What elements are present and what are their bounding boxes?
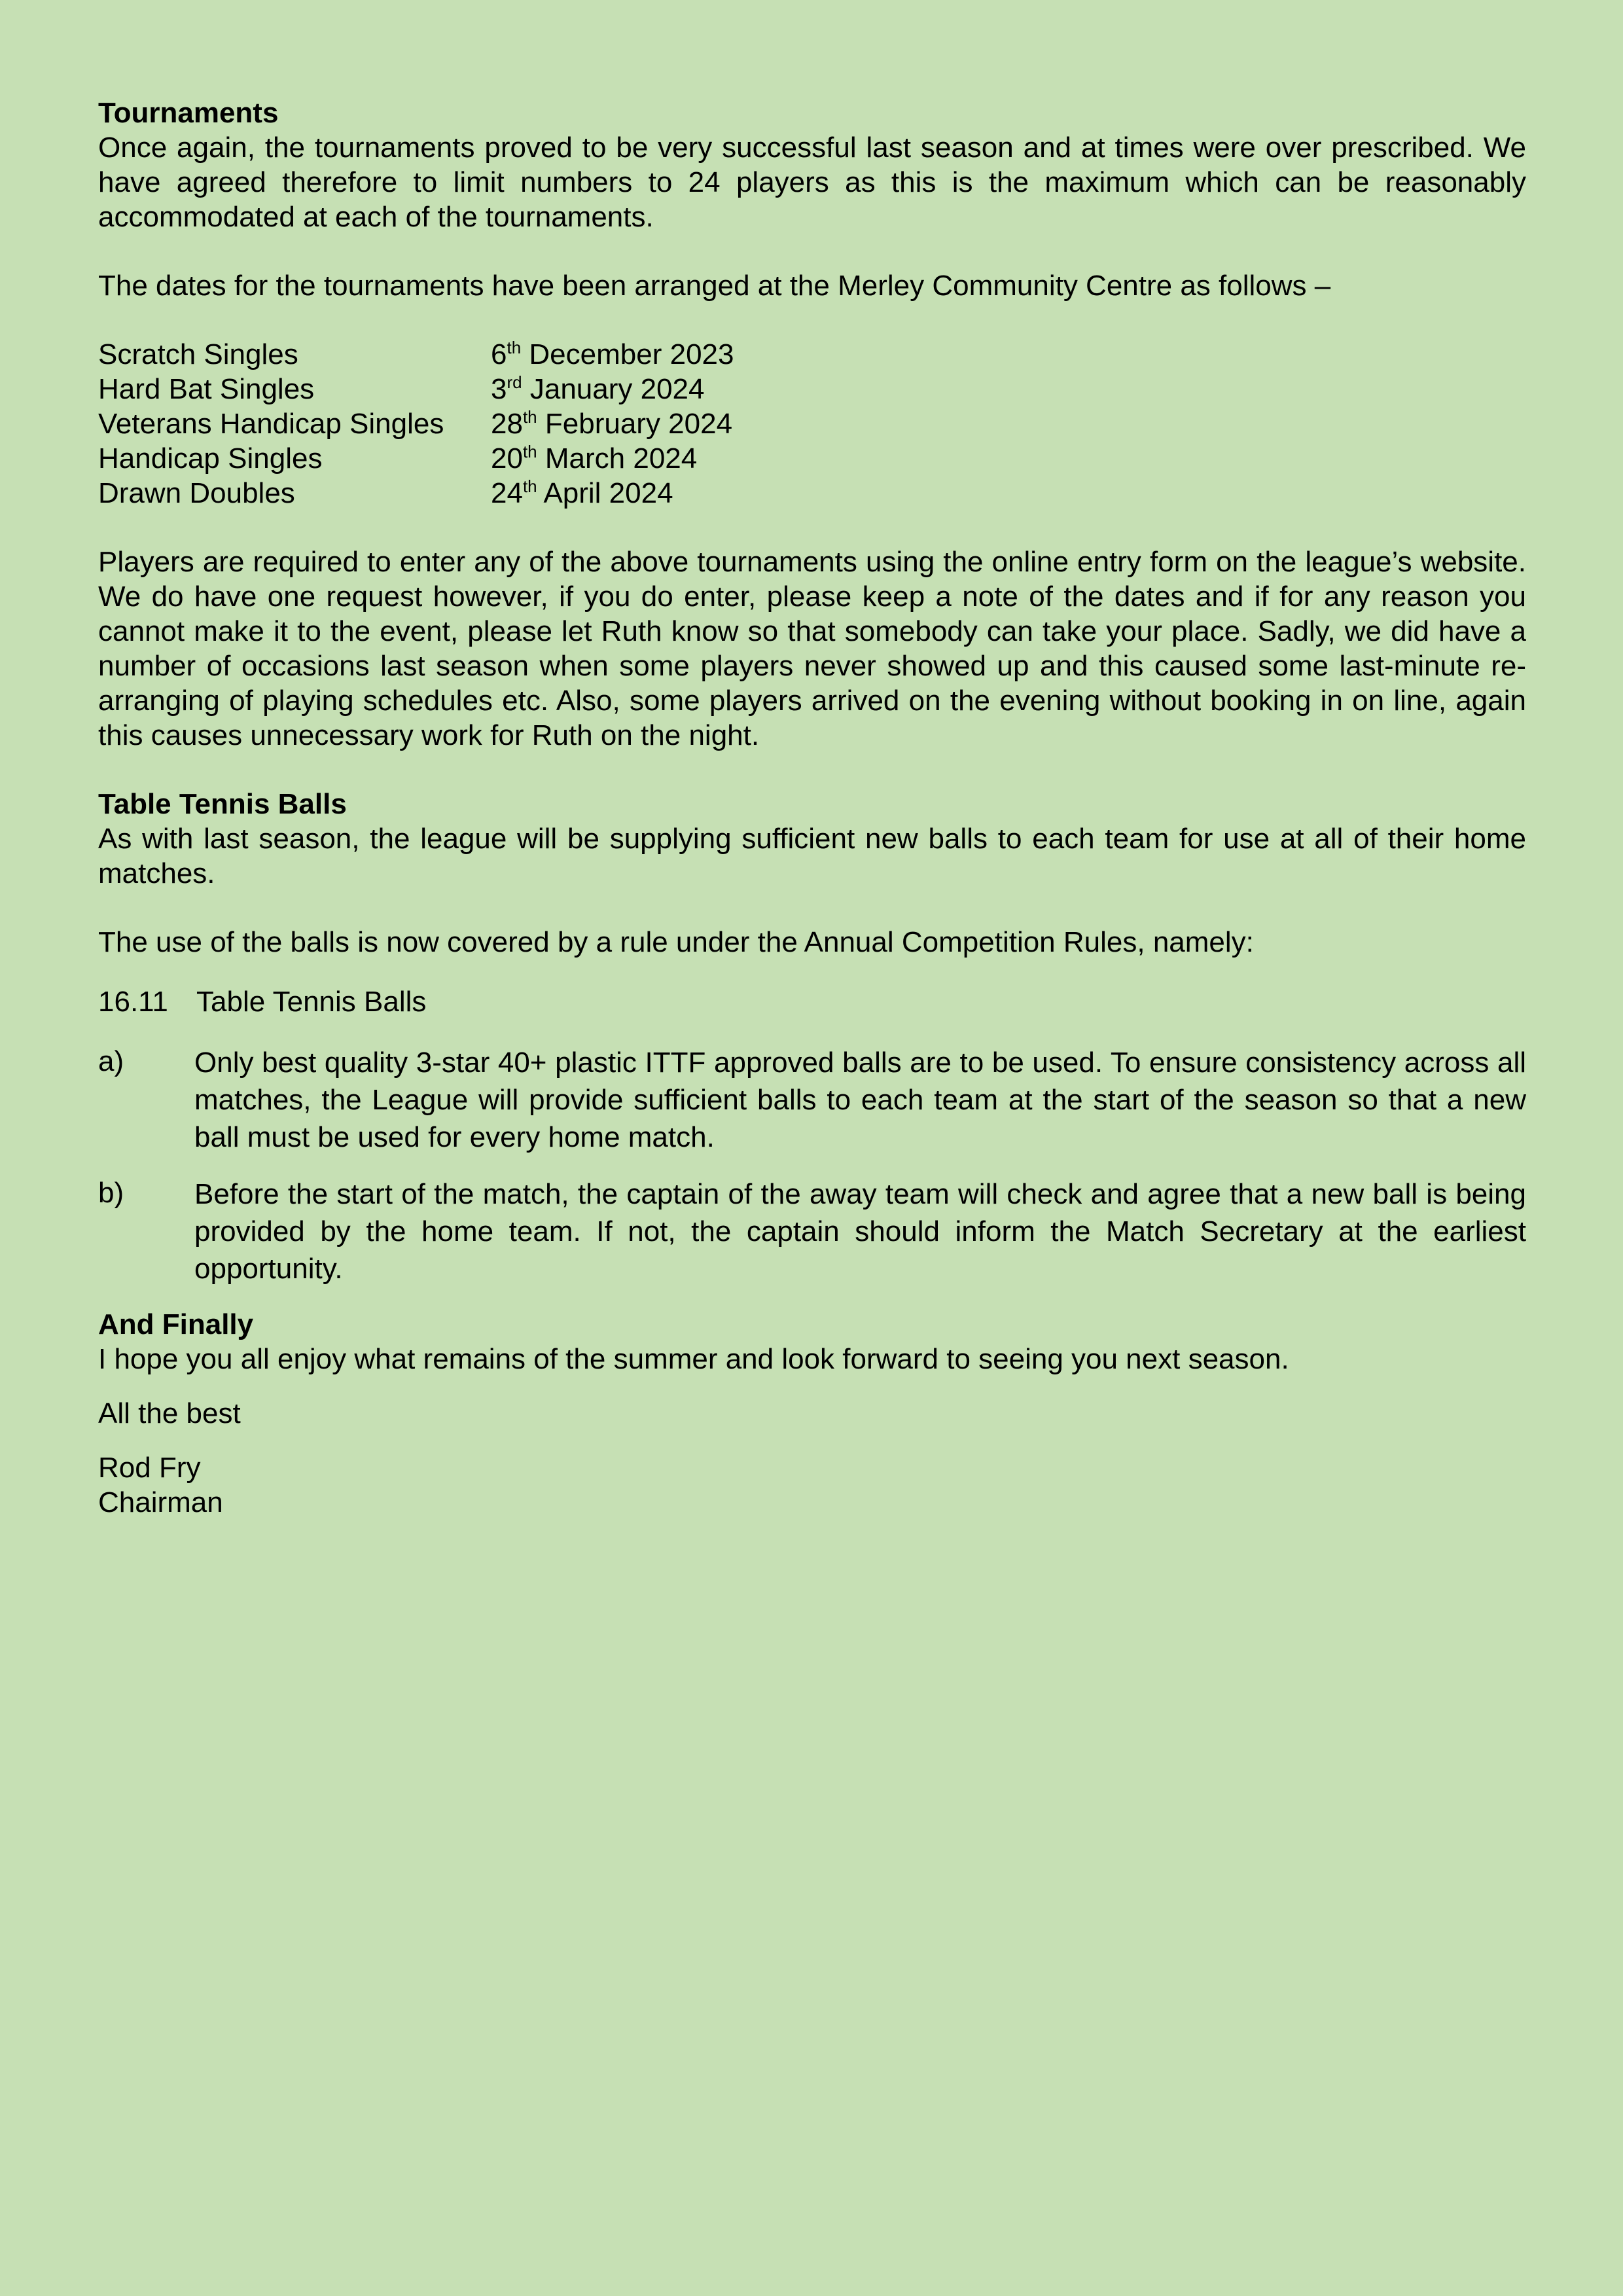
tournaments-entry-note: Players are required to enter any of the above tournaments using the online entry form on the league’s website. We do have one request however, if you do enter, please keep a note of the dates and if for any reason you cannot make it to the event, please let Ruth know so that somebody can take your place. Sadly, we did have a number of occasions last season when some players never showed up and this caused some last-minute re-arranging of playing schedules etc. Also, some players arrived on the evening without booking in on line, again this causes unnecessary work for Ruth on the night. xyxy=(98,546,1526,751)
tournaments-dates-intro: The dates for the tournaments have been arranged at the Merley Community Centre as follows – xyxy=(98,270,1331,302)
schedule-event: Scratch Singles xyxy=(98,338,298,370)
rule-letter: a) xyxy=(98,1045,124,1077)
schedule-date: 6th December 2023 xyxy=(491,338,734,370)
schedule-date: 28th February 2024 xyxy=(491,407,733,440)
balls-intro: As with last season, the league will be supplying sufficient new balls to each team for use at all of their home matches. xyxy=(98,823,1526,889)
rule-text: Before the start of the match, the captain of the away team will check and agree that a new ball is being provided by the home team. If not, the captain should inform the Match Secretary at the earliest opportunity. xyxy=(194,1178,1526,1285)
balls-heading: Table Tennis Balls xyxy=(98,788,347,820)
rule-title xyxy=(98,984,1526,1019)
schedule-date: 20th March 2024 xyxy=(491,442,698,475)
letter-page xyxy=(98,96,1526,1520)
rule-item xyxy=(98,1175,1526,1287)
schedule-event: Veterans Handicap Singles xyxy=(98,408,444,440)
signoff: All the best xyxy=(98,1397,241,1429)
balls-rule-intro: The use of the balls is now covered by a rule under the Annual Competition Rules, namely: xyxy=(98,926,1254,958)
schedule-row xyxy=(98,441,734,476)
schedule-date: 24th April 2024 xyxy=(491,476,673,509)
rule-number: 16.11 xyxy=(98,986,168,1018)
schedule-row xyxy=(98,476,734,511)
schedule-event: Handicap Singles xyxy=(98,442,323,475)
tournaments-heading: Tournaments xyxy=(98,97,279,129)
rule-item xyxy=(98,1044,1526,1156)
rule-title-text: Table Tennis Balls xyxy=(196,986,427,1018)
signatory-name: Rod Fry xyxy=(98,1452,201,1484)
schedule-row xyxy=(98,406,734,441)
tournaments-intro: Once again, the tournaments proved to be very successful last season and at times were over prescribed. We have agreed therefore to limit numbers to 24 players as this is the maximum which can be reasonably accommodated at each of the tournaments. xyxy=(98,132,1526,233)
schedule-row xyxy=(98,337,734,372)
schedule-event: Drawn Doubles xyxy=(98,477,295,509)
rule-letter: b) xyxy=(98,1177,124,1209)
tournament-schedule xyxy=(98,337,734,511)
schedule-date: 3rd January 2024 xyxy=(491,372,705,405)
rule-text: Only best quality 3-star 40+ plastic ITTF approved balls are to be used. To ensure consistency across all matches, the League will provide sufficient balls to each team at the start of the season so that a new ball must be used for every home match. xyxy=(194,1047,1526,1153)
schedule-row xyxy=(98,372,734,406)
finally-heading: And Finally xyxy=(98,1308,254,1340)
signatory-title: Chairman xyxy=(98,1486,223,1518)
schedule-event: Hard Bat Singles xyxy=(98,373,315,405)
finally-text: I hope you all enjoy what remains of the summer and look forward to seeing you next season. xyxy=(98,1343,1289,1375)
